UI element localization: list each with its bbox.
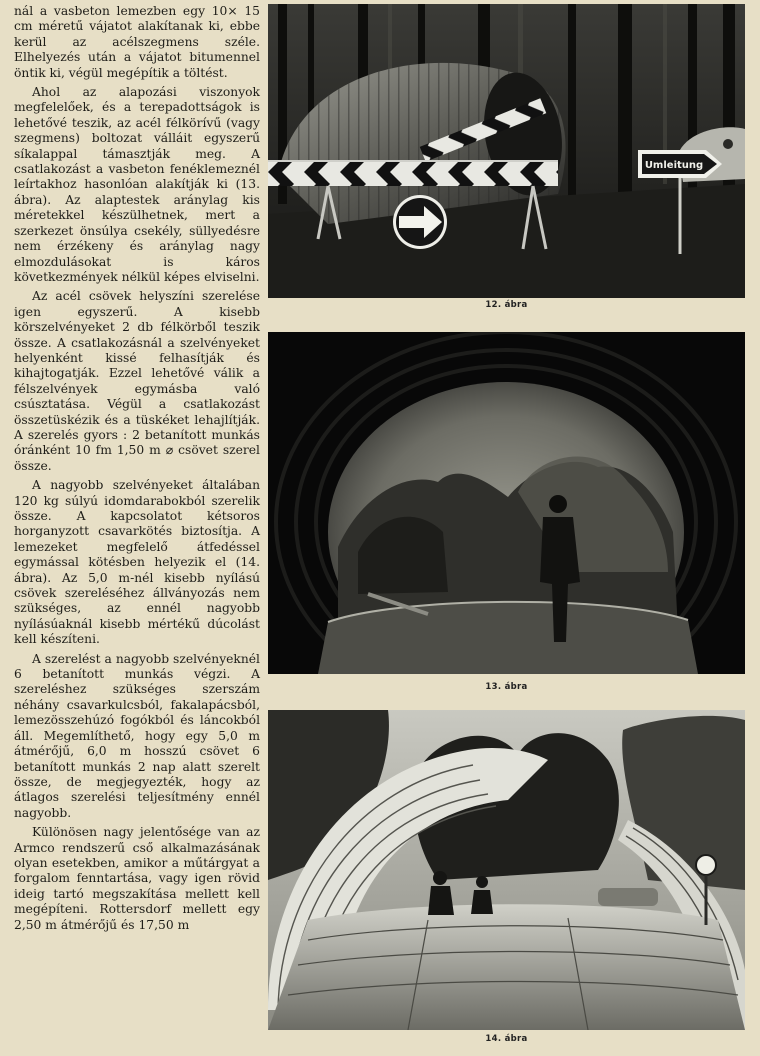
paragraph-2: Ahol az alapozási viszonyok megfelelőek, és a terepadottságok is lehetővé teszik, az acél félkörívű (vagy szegmens) boltozat válláit egyszerű síkalappal támasztják meg. A csatlakozást a vasbeton fenéklemeznél leírtakhoz hasonlóan alakítják ki (13. ábra). Az alaptestek aránylag kis méretekkel készülhetnek, mert a szerkezet önsúlya csekély, süllyedésre nem érzékeny és aránylag nagy elmozdulásokat is káros következmények nélkül képes elviselni. [14, 85, 260, 284]
figure-12-caption: 12. ábra [485, 300, 528, 310]
paragraph-1: nál a vasbeton lemezben egy 10× 15 cm méretű vájatot alakítanak ki, ebbe kerül az acélszegmens széle. Elhelyezés után a vájatot bitumennel öntik ki, végül megépítik a töltést. [14, 4, 260, 80]
figure-12-photo [268, 4, 745, 298]
paragraph-5: A szerelést a nagyobb szelvényeknél 6 betanított munkás végzi. A szereléshez szükséges szerszám néhány csavarkulcsból, fakalapácsból, lemezösszehúzó fogókból és láncokból áll. Megemlíthető, hogy egy 5,0 m átmérőjű, 6,0 m hosszú csövet 6 betanított munkás 2 nap alatt szerelt össze, de megjegyezték, hogy az átlagos szerelési teljesítmény ennél nagyobb. [14, 651, 260, 820]
paragraph-3: Az acél csövek helyszíni szerelése igen egyszerű. A kisebb körszelvényeket 2 db félkörből teszik össze. A csatlakozásnál a szelvényeket helyenként kissé felhasítják és kihajtogatják. Ezzel lehetővé válik a félszelvények egymásba való csúsztatása. Végül a csatlakozást összetüskézik és a tüskéket lehajlítják. A szerelés gyors : 2 betanított munkás óránként 10 fm 1,50 m ⌀ csövet szerel össze. [14, 289, 260, 473]
figure-14-photo [268, 710, 745, 1030]
figure-12-illustration [268, 4, 745, 298]
figure-14-caption: 14. ábra [485, 1034, 528, 1044]
figure-13-illustration [268, 332, 745, 674]
body-text-column [14, 4, 260, 933]
figure-13-photo [268, 332, 745, 674]
figure-12-sign-text: Umleitung [644, 160, 704, 171]
figure-14-illustration [268, 710, 745, 1030]
paragraph-6: Különösen nagy jelentősége van az Armco rendszerű cső alkalmazásának olyan esetekben, amikor a műtárgyat a forgalom fenntartása, vagy igen rövid ideig tartó megszakítása mellett kell megépíteni. Rottersdorf mellett egy 2,50 m átmérőjű és 17,50 m [14, 825, 260, 932]
figure-13-caption: 13. ábra [485, 682, 528, 692]
paragraph-4: A nagyobb szelvényeket általában 120 kg súlyú idomdarabokból szerelik össze. A kapcsolatot kétsoros horganyzott csavarkötés biztosítja. A lemezeket megfelelő átfedéssel egymással kötésben helyezik el (14. ábra). Az 5,0 m-nél kisebb nyílású csövek szereléséhez állványozás nem szükséges, az ennél nagyobb nyílásúaknál kisebb mértékű dúcolást kell készíteni. [14, 478, 260, 647]
